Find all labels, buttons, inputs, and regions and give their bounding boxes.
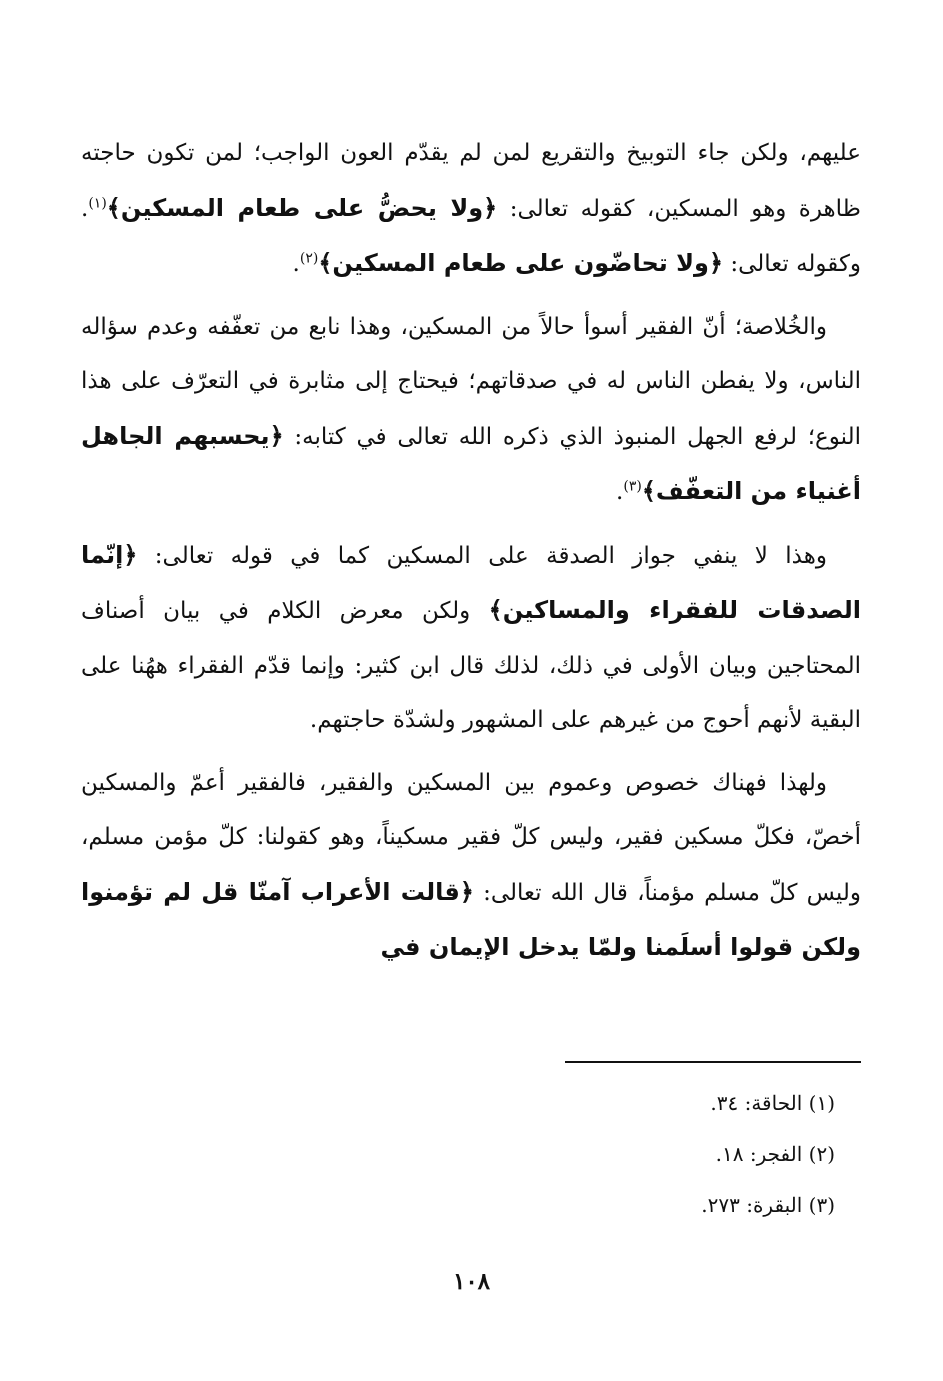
body-text-run: ولهذا فهناك خصوص وعموم بين المسكين والفقير، فالفقير أعمّ والمسكين أخصّ، فكلّ مسكين فقير، وليس كلّ فقير مسكيناً، وهو كقولنا: كلّ مؤمن مسلم، وليس كلّ مسلم مؤمناً، قال الله تعالى:	[81, 769, 861, 906]
body-text	[81, 126, 861, 976]
footnote-reference: (٢)	[299, 250, 319, 267]
paragraph	[81, 300, 861, 520]
footnote-reference: (١)	[88, 194, 107, 211]
footnote-separator	[565, 1061, 861, 1063]
body-text-run: ولكن معرض الكلام في بيان أصناف المحتاجين وبيان الأولى في ذلك، لذلك قال ابن كثير: وإنما قدّم الفقراء ههُنا على البقية لأنهم أحوج من غيرهم على المشهور ولشدّة حاجتهم.	[81, 598, 861, 733]
quran-verse: ﴿يحسبهم الجاهل أغنياء من التعفّف﴾	[81, 421, 861, 505]
quran-verse: ﴿قالت الأعراب آمنّا قل لم تؤمنوا ولكن قولوا أسلَمنا ولمّا يدخل الإيمان في	[81, 877, 861, 961]
body-text-run: . وكقوله تعالى:	[81, 195, 861, 277]
footnote-reference: (٣)	[623, 478, 642, 495]
paragraph	[81, 528, 861, 748]
body-text-run: عليهم، ولكن جاء التوبيخ والتقريع لمن لم يقدّم العون الواجب؛ لمن تكون حاجته ظاهرة وهو المسكين، كقوله تعالى:	[81, 140, 861, 222]
body-text-run: وهذا لا ينفي جواز الصدقة على المسكين كما في قوله تعالى:	[137, 542, 827, 569]
quran-verse: ﴿إنّما الصدقات للفقراء والمساكين﴾	[81, 540, 861, 624]
quran-verse: ﴿ولا يحضُّ على طعام المسكين﴾	[106, 193, 498, 222]
body-text-run: .	[616, 479, 624, 505]
footnote-2: (٢) الفجر: ١٨.	[715, 1142, 835, 1166]
paragraph	[81, 126, 861, 292]
page-number: ١٠٨	[452, 1268, 491, 1295]
footnotes	[435, 1078, 835, 1231]
footnote-1: (١) الحاقة: ٣٤.	[710, 1091, 835, 1115]
body-text-run: .	[292, 251, 300, 277]
footnote-3: (٣) البقرة: ٢٧٣.	[701, 1193, 835, 1217]
body-text-run: والخُلاصة؛ أنّ الفقير أسوأ حالاً من المسكين، وهذا نابع من تعفّفه وعدم سؤاله الناس، ولا يفطن الناس له في صدقاتهم؛ فيحتاج إلى مثابرة في التعرّف على هذا النوع؛ لرفع الجهل المنبوذ الذي ذكره الله تعالى في كتابه:	[81, 313, 862, 450]
paragraph	[81, 756, 861, 976]
quran-verse: ﴿ولا تحاضّون على طعام المسكين﴾	[318, 249, 724, 277]
